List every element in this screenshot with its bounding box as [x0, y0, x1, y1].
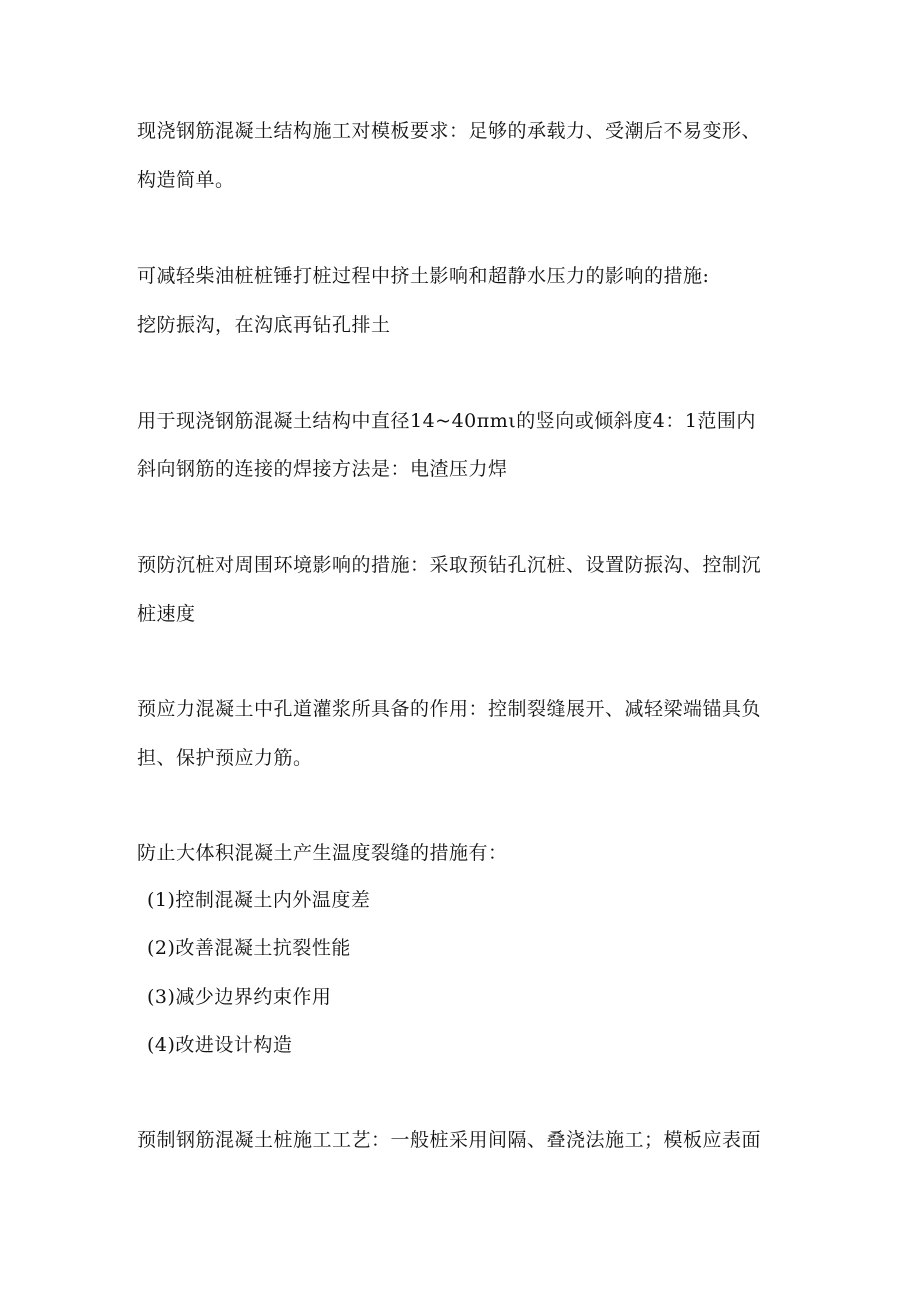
paragraph-line: 预制钢筋混凝土桩施工工艺：一般桩采用间隔、叠浇法施工；模板应表面	[137, 1129, 762, 1151]
paragraph-line: 现浇钢筋混凝土结构施工对模板要求：足够的承载力、受潮后不易变形、	[137, 120, 762, 142]
paragraph-line: 挖防振沟，在沟底再钻孔排土	[137, 314, 391, 336]
paragraph-line: 担、保护预应力筋。	[137, 747, 313, 769]
paragraph-line: 用于现浇钢筋混凝土结构中直径14~40πmι的竖向或倾斜度4：1范围内	[137, 410, 756, 432]
list-item: (2)改善混凝土抗裂性能	[147, 937, 351, 959]
list-item: (3)减少边界约束作用	[147, 986, 332, 1008]
list-item: (1)控制混凝土内外温度差	[147, 889, 371, 911]
list-item: (4)改进设计构造	[147, 1034, 293, 1056]
paragraph-line: 构造简单。	[137, 169, 235, 191]
paragraph-line: 预防沉桩对周围环境影响的措施：采取预钻孔沉桩、设置防振沟、控制沉	[137, 554, 762, 576]
paragraph-line: 斜向钢筋的连接的焊接方法是：电渣压力焊	[137, 458, 508, 480]
paragraph-line: 桩速度	[137, 603, 196, 625]
paragraph-line: 防止大体积混凝土产生温度裂缝的措施有：	[137, 842, 508, 864]
paragraph-line: 预应力混凝土中孔道灌浆所具备的作用：控制裂缝展开、减轻梁端锚具负	[137, 698, 762, 720]
paragraph-line: 可减轻柴油桩桩锤打桩过程中挤土影响和超静水压力的影响的措施:	[137, 265, 710, 287]
